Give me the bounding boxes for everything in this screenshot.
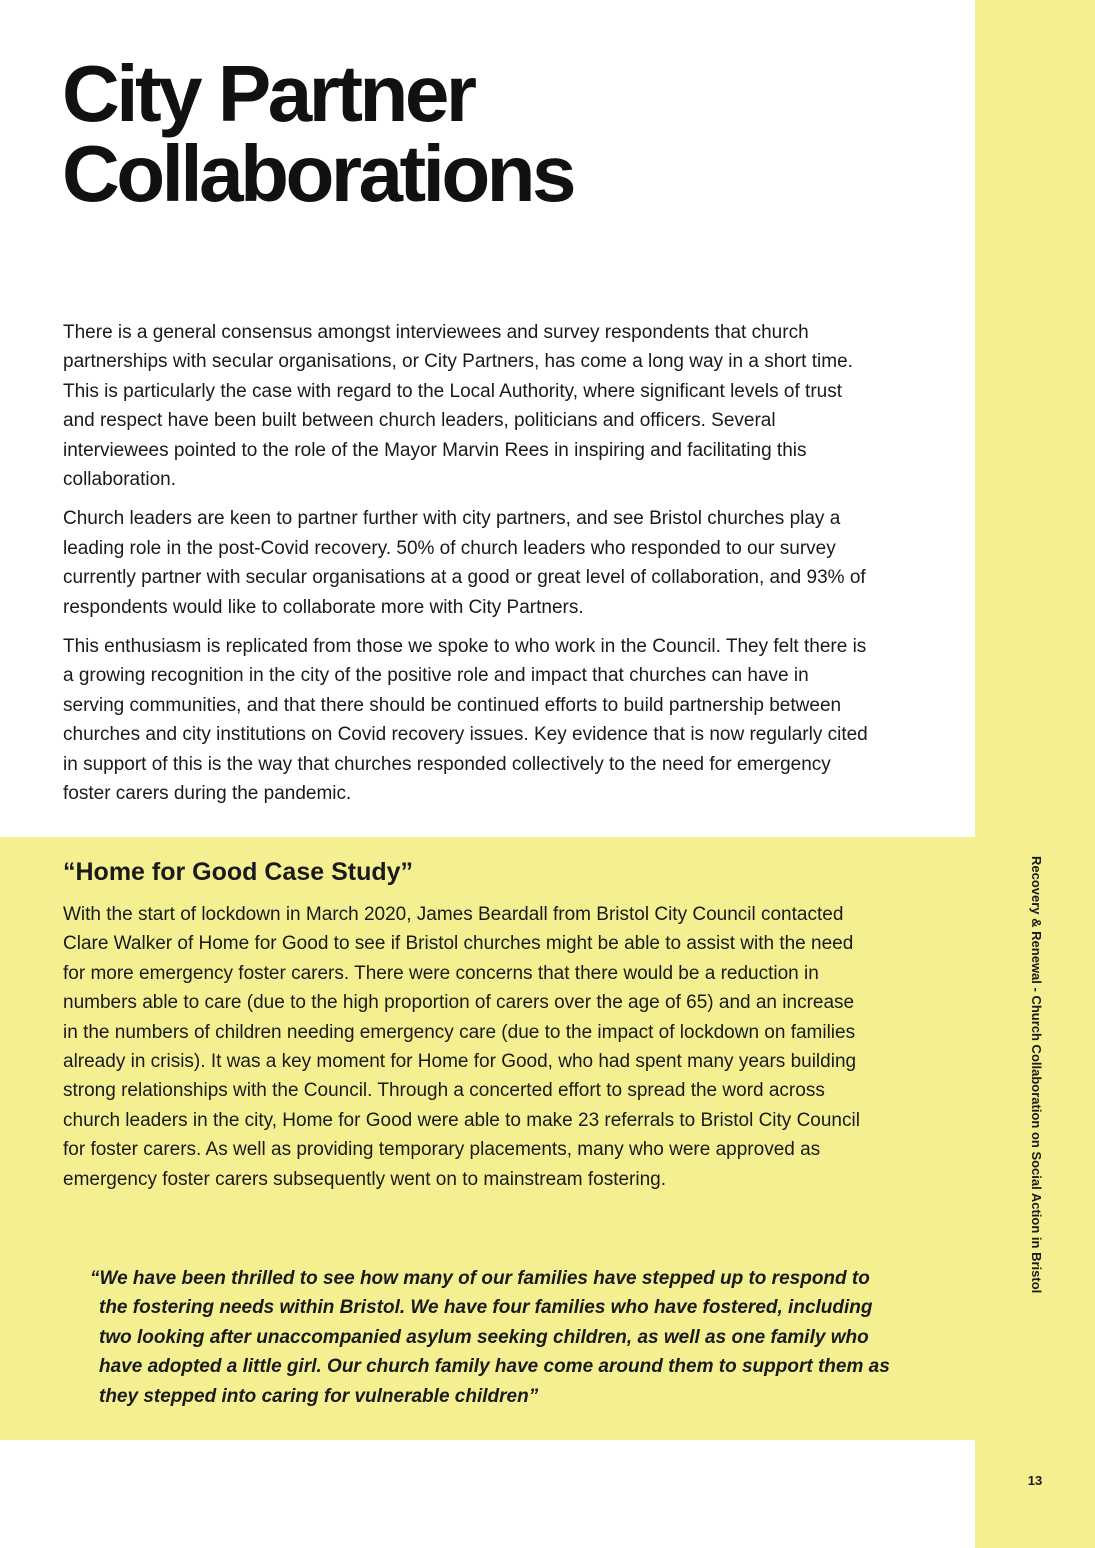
intro-paragraph: This enthusiasm is replicated from those we spoke to who work in the Council. They felt there is a growing recognition in the city of the positive role and impact that churches can have in serving communities, and that there should be continued efforts to build partnership between churches and city institutions on Covid recovery issues. Key evidence that is now regularly cited in support of this is the way that churches responded collectively to the need for emergency foster carers during the pandemic. (63, 636, 868, 805)
case-study-quote: “We have been thrilled to see how many of our families have stepped up to respond to the fostering needs within Bristol. We have four families who have fostered, including two looking after unaccompanied asylum seeking children, as well as one family who have adopted a little girl. Our church family have come around them to support them as they stepped into caring for vulnerable children” (90, 1268, 890, 1407)
intro-text (63, 318, 873, 819)
side-strip (975, 0, 1095, 1548)
page-number: 13 (1027, 1473, 1043, 1488)
case-study-heading: “Home for Good Case Study” (63, 858, 414, 886)
page-title-line-2: Collaborations (62, 129, 574, 218)
intro-paragraph: Church leaders are keen to partner further with city partners, and see Bristol churches play a leading role in the post-Covid recovery. 50% of church leaders who responded to our survey currently partner with secular organisations at a good or great level of collaboration, and 93% of respondents would like to collaborate more with City Partners. (63, 508, 866, 618)
running-title-text: Recovery & Renewal - Church Collaboration on Social Action in Bristol (1029, 856, 1044, 1294)
case-study-body: With the start of lockdown in March 2020, James Beardall from Bristol City Council contacted Clare Walker of Home for Good to see if Bristol churches might be able to assist with the need for more emergency foster carers. There were concerns that there would be a reduction in numbers able to care (due to the high proportion of carers over the age of 65) and an increase in the numbers of children needing emergency care (due to the impact of lockdown on families already in crisis). It was a key moment for Home for Good, who had spent many years building strong relationships with the Council. Through a concerted effort to spread the word across church leaders in the city, Home for Good were able to make 23 referrals to Bristol City Council for foster carers. As well as providing temporary placements, many who were approved as emergency foster carers subsequently went on to mainstream fostering. (63, 904, 860, 1190)
page-title (62, 49, 574, 218)
page-title-line-1: City Partner (62, 49, 474, 138)
intro-paragraph: There is a general consensus amongst interviewees and survey respondents that church partnerships with secular organisations, or City Partners, has come a long way in a short time. This is particularly the case with regard to the Local Authority, where significant levels of trust and respect have been built between church leaders, politicians and officers. Several interviewees pointed to the role of the Mayor Marvin Rees in inspiring and facilitating this collaboration. (63, 322, 853, 491)
